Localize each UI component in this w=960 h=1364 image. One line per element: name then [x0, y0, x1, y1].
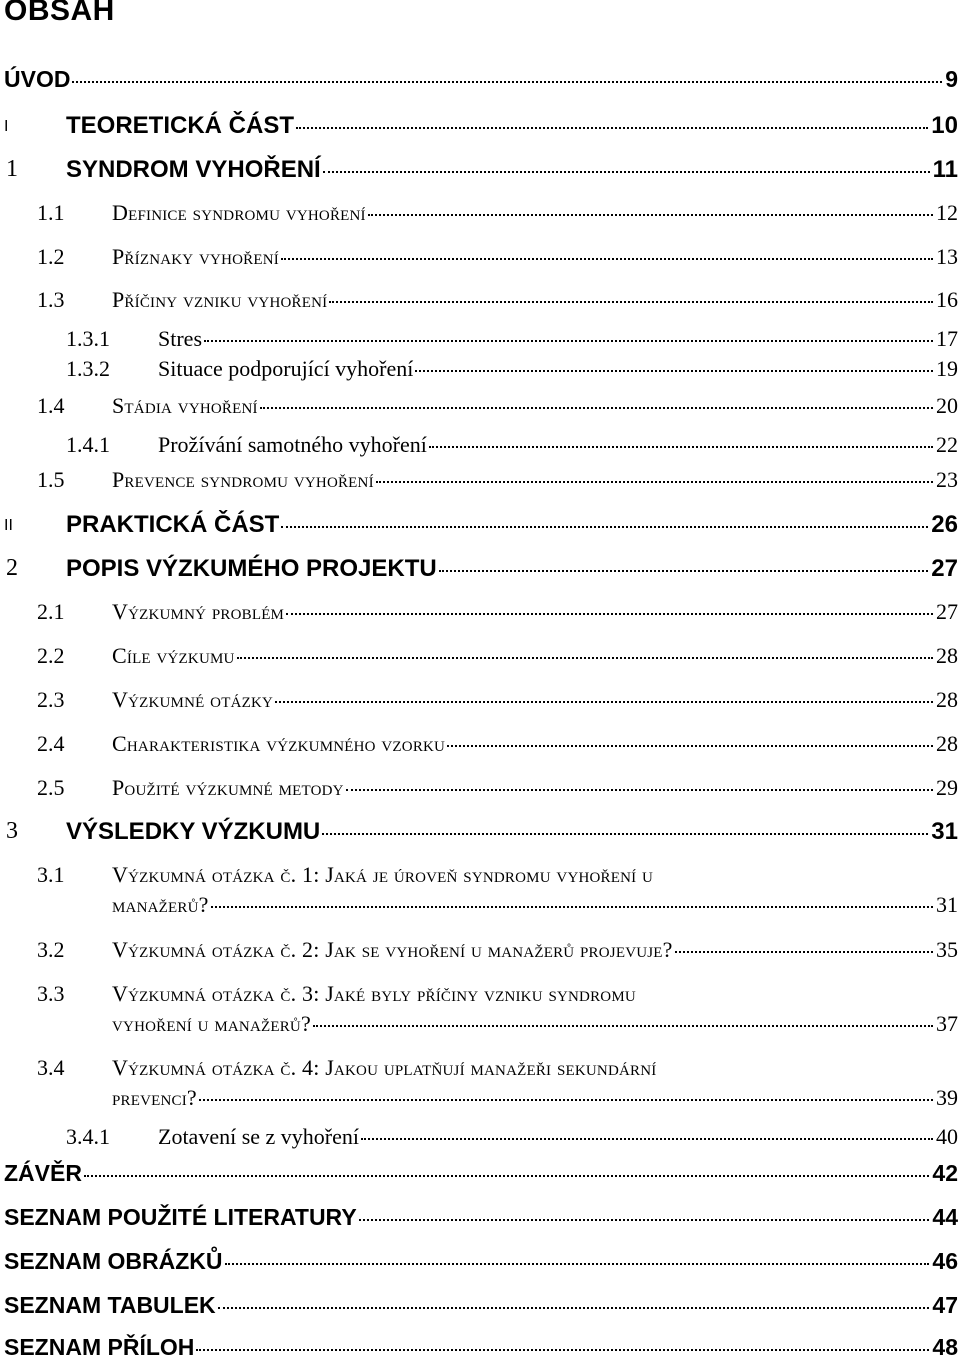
- toc-entry-number: 3.1: [37, 862, 65, 887]
- toc-entry-page-number: 44: [932, 1204, 958, 1230]
- toc-entry-title: vyhoření u manažerů?: [112, 1011, 311, 1036]
- toc-entry-number: 2.2: [37, 643, 65, 668]
- dot-leader: [447, 744, 933, 747]
- toc-entry-title: manažerů?: [112, 892, 209, 917]
- toc-entry-number: 3.2: [37, 937, 65, 962]
- toc-entry-title: Výzkumná otázka č. 1: Jaká je úroveň syndromu vyhoření u: [112, 862, 654, 887]
- toc-entry-page-number: 46: [932, 1248, 958, 1274]
- dot-leader: [322, 832, 928, 835]
- dot-leader: [237, 656, 933, 659]
- toc-entry-title: Příčiny vzniku vyhoření: [112, 287, 328, 312]
- toc-entry-number: 2.5: [37, 775, 65, 800]
- toc-entry-page-number: 16: [936, 287, 958, 312]
- toc-entry-page-number: 27: [936, 599, 958, 624]
- dot-leader: [376, 480, 933, 483]
- toc-entry-title: Příznaky vyhoření: [112, 244, 279, 269]
- dot-leader: [204, 339, 933, 342]
- dot-leader: [439, 569, 929, 572]
- toc-entry-number: 1.4.1: [66, 432, 110, 457]
- toc-entry-page-number: 10: [931, 112, 958, 139]
- toc-entry-title: SEZNAM TABULEK: [4, 1292, 216, 1318]
- dot-leader: [296, 126, 928, 129]
- toc-entry-page-number: 12: [936, 200, 958, 225]
- toc-entry-title: Definice syndromu vyhoření: [112, 200, 366, 225]
- toc-entry-number: 3.4: [37, 1055, 65, 1080]
- toc-entry-number: 2.3: [37, 687, 65, 712]
- toc-entry-page-number: 11: [932, 156, 958, 183]
- dot-leader: [429, 445, 933, 448]
- toc-entry-title: SEZNAM POUŽITÉ LITERATURY: [4, 1204, 357, 1230]
- toc-entry-page-number: 47: [932, 1292, 958, 1318]
- dot-leader: [415, 369, 933, 372]
- toc-entry-title: Stres: [158, 326, 202, 351]
- dot-leader: [329, 300, 933, 303]
- toc-entry-page-number: 22: [936, 432, 958, 457]
- toc-entry-title: Charakteristika výzkumného vzorku: [112, 731, 446, 756]
- toc-entry-number: 2.4: [37, 731, 65, 756]
- dot-leader: [84, 1174, 929, 1177]
- toc-entry-page-number: 31: [936, 892, 958, 917]
- toc-entry-number: 3: [6, 818, 18, 844]
- toc-entry-page-number: 23: [936, 467, 958, 492]
- toc-entry-page-number: 40: [936, 1124, 958, 1149]
- dot-leader: [281, 525, 928, 528]
- toc-entry-title: TEORETICKÁ ČÁST: [66, 112, 294, 139]
- dot-leader: [260, 406, 933, 409]
- toc-entry-title: Situace podporující vyhoření: [158, 356, 414, 381]
- toc-entry-number: I: [4, 118, 9, 135]
- toc-entry-number: 1.3.1: [66, 326, 110, 351]
- dot-leader: [361, 1137, 933, 1140]
- toc-entry-number: 1: [6, 156, 18, 182]
- toc-entry-page-number: 48: [932, 1334, 958, 1360]
- dot-leader: [281, 257, 933, 260]
- toc-entry-number: 3.3: [37, 981, 65, 1006]
- toc-entry-number: 2.1: [37, 599, 65, 624]
- toc-entry-title: Výzkumný problém: [112, 599, 285, 624]
- dot-leader: [275, 700, 933, 703]
- toc-entry-number: 1.1: [37, 200, 65, 225]
- toc-entry-number: II: [4, 517, 13, 534]
- toc-entry-title: ZÁVĚR: [4, 1160, 82, 1186]
- dot-leader: [196, 1348, 929, 1351]
- toc-entry-page-number: 20: [936, 393, 958, 418]
- toc-entry-page-number: 29: [936, 775, 958, 800]
- toc-entry-page-number: 28: [936, 731, 958, 756]
- dot-leader: [218, 1306, 930, 1309]
- toc-entry-number: 1.4: [37, 393, 65, 418]
- dot-leader: [286, 612, 933, 615]
- dot-leader: [368, 213, 933, 216]
- dot-leader: [346, 788, 933, 791]
- toc-entry-number: 2: [6, 555, 18, 581]
- toc-entry-page-number: 19: [936, 356, 958, 381]
- toc-entry-page-number: 39: [936, 1085, 958, 1110]
- toc-entry-title: Cíle výzkumu: [112, 643, 235, 668]
- toc-entry-title: Stádia vyhoření: [112, 393, 258, 418]
- toc-entry-title: SEZNAM PŘÍLOH: [4, 1334, 195, 1360]
- toc-entry-number: 1.3.2: [66, 356, 110, 381]
- dot-leader: [199, 1098, 933, 1101]
- toc-entry-page-number: 13: [936, 244, 958, 269]
- toc-entry-page-number: 26: [931, 511, 958, 538]
- toc-entry-number: 1.5: [37, 467, 65, 492]
- toc-entry-title: Výzkumné otázky: [112, 687, 274, 712]
- dot-leader: [313, 1024, 933, 1027]
- toc-entry-title: Výzkumná otázka č. 2: Jak se vyhoření u manažerů projevuje?: [112, 937, 673, 962]
- toc-entry-page-number: 35: [936, 937, 958, 962]
- toc-entry-number: 1.2: [37, 244, 65, 269]
- toc-entry-page-number: 27: [931, 555, 958, 582]
- dot-leader: [675, 950, 933, 953]
- page-title: OBSAH: [4, 0, 115, 27]
- toc-entry-title: Použité výzkumné metody: [112, 775, 344, 800]
- toc-entry-page-number: 28: [936, 643, 958, 668]
- toc-entry-title: Výzkumná otázka č. 4: Jakou uplatňují manažeři sekundární: [112, 1055, 657, 1080]
- toc-entry-title: Prožívání samotného vyhoření: [158, 432, 427, 457]
- toc-entry-page-number: 17: [936, 326, 958, 351]
- toc-entry-title: Prevence syndromu vyhoření: [112, 467, 374, 492]
- dot-leader: [225, 1262, 930, 1265]
- toc-entry-title: POPIS VÝZKUMÉHO PROJEKTU: [66, 555, 437, 582]
- toc-entry-page-number: 28: [936, 687, 958, 712]
- dot-leader: [211, 905, 933, 908]
- dot-leader: [323, 170, 930, 173]
- toc-entry-number: 1.3: [37, 287, 65, 312]
- toc-entry-title: Výzkumná otázka č. 3: Jaké byly příčiny vzniku syndromu: [112, 981, 636, 1006]
- dot-leader: [72, 80, 942, 83]
- toc-entry-title: ÚVOD: [4, 66, 71, 92]
- toc-entry-page-number: 31: [931, 818, 958, 845]
- toc-entry-title: SYNDROM VYHOŘENÍ: [66, 156, 321, 183]
- toc-entry-title: prevenci?: [112, 1085, 197, 1110]
- toc-entry-title: VÝSLEDKY VÝZKUMU: [66, 818, 321, 845]
- toc-entry-page-number: 37: [936, 1011, 958, 1036]
- toc-entry-number: 3.4.1: [66, 1124, 110, 1149]
- dot-leader: [359, 1218, 930, 1221]
- toc-entry-page-number: 42: [932, 1160, 958, 1186]
- toc-entry-title: SEZNAM OBRÁZKŮ: [4, 1248, 223, 1274]
- toc-entry-title: Zotavení se z vyhoření: [158, 1124, 359, 1149]
- toc-entry-title: PRAKTICKÁ ČÁST: [66, 511, 280, 538]
- toc-entry-page-number: 9: [945, 66, 958, 92]
